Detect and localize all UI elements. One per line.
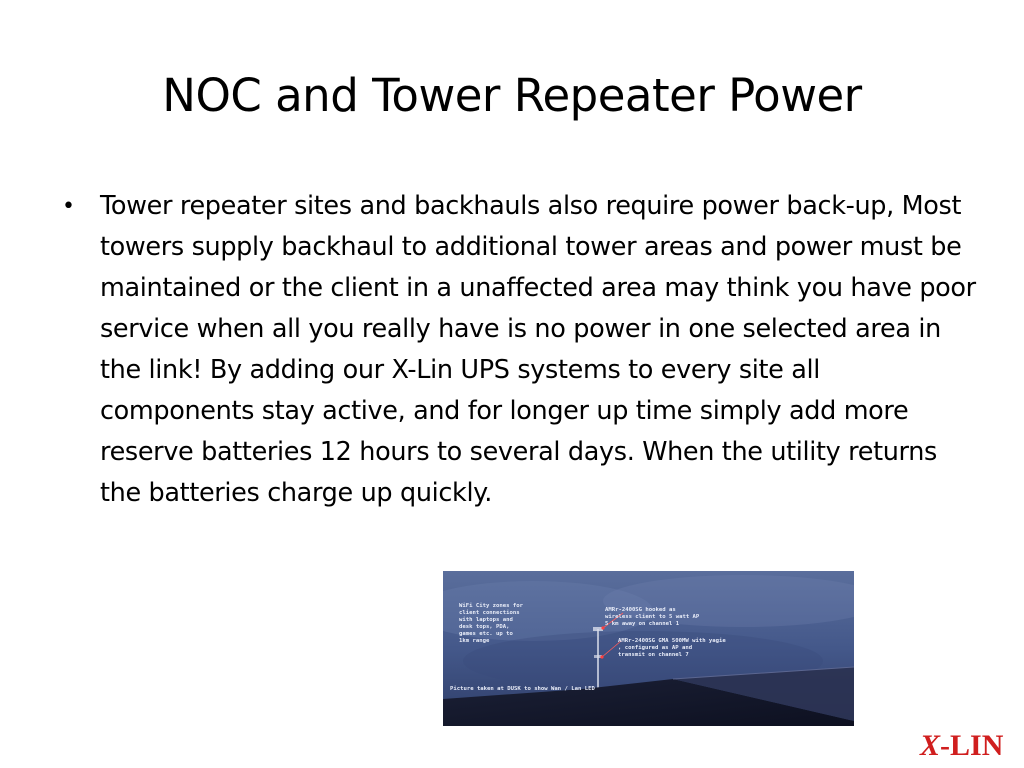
- bullet-text: Tower repeater sites and backhauls also require power back-up, Most towers supply backhaul to additional tower areas and power must be maintained or the client in a unaffected area may think you have poor service when all you really have is no power in one selected area in the link! By adding our X-Lin UPS systems to every site all components stay active, and for longer up time simply add more reserve batteries 12 hours to several days. When the utility returns the batteries charge up quickly.: [100, 191, 976, 508]
- photo-caption-right-top-1: AMRr-2400SG hooked as: [605, 607, 676, 613]
- tower-photo-image: [443, 571, 854, 726]
- logo-x-letter: X: [920, 729, 941, 762]
- tower-photo: [443, 571, 854, 726]
- photo-caption-right-bottom-1: AMRr-2400SG GMA 500MW with yagie: [618, 638, 726, 644]
- bullet-list: [56, 186, 976, 514]
- photo-caption-left-5: games etc. up to: [459, 631, 513, 637]
- photo-caption-left-4: desk tops, PDA,: [459, 624, 510, 630]
- photo-caption-bottom: Picture taken at DUSK to show Wan / Lan LED: [450, 686, 595, 692]
- photo-caption-left-1: WiFi City zones for: [459, 603, 523, 609]
- photo-caption-left-3: with laptops and: [459, 617, 513, 623]
- photo-caption-right-bottom-2: , configured as AP and: [618, 645, 693, 651]
- logo-rest: -LIN: [940, 729, 1004, 762]
- photo-caption-right-top-2: wireless client to 5 watt AP: [605, 614, 700, 620]
- photo-caption-right-top-3: 5 km away on channel 1: [605, 621, 680, 627]
- photo-caption-right-bottom-3: transmit on channel 7: [618, 652, 689, 658]
- photo-caption-left-2: client connections: [459, 610, 520, 616]
- slide-title: NOC and Tower Repeater Power: [162, 69, 862, 122]
- bullet-item: [56, 186, 976, 514]
- photo-caption-left-6: 1km range: [459, 638, 490, 644]
- bullet-dot-icon: •: [62, 194, 75, 219]
- x-lin-logo: [920, 730, 1003, 762]
